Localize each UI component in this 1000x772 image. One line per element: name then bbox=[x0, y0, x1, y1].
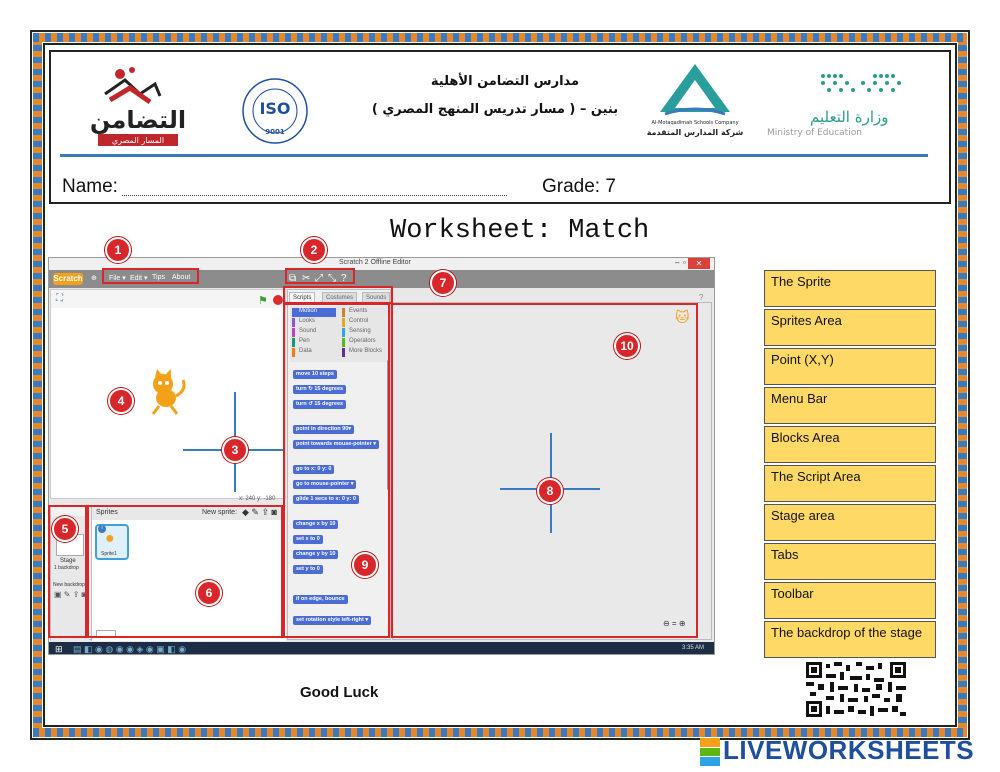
menu-about: About bbox=[172, 274, 191, 281]
badge-8: 8 bbox=[537, 478, 563, 504]
highlight-menu-bar bbox=[102, 268, 199, 284]
block: go to x: 0 y: 0 bbox=[293, 465, 334, 474]
tadamon-word: التضامن bbox=[89, 106, 187, 134]
block: point towards mouse-pointer ▾ bbox=[293, 440, 379, 449]
grade-label: Grade: 7 bbox=[542, 176, 616, 197]
menu-edit: Edit ▾ bbox=[130, 275, 148, 282]
zoom-controls-icon: ⊖ = ⊕ bbox=[663, 619, 686, 628]
highlight-sprites-area bbox=[87, 505, 283, 638]
good-luck-text: Good Luck bbox=[300, 684, 379, 701]
shrink-icon: ⤡ bbox=[328, 273, 336, 284]
liveworksheets-logo-icon bbox=[700, 738, 720, 766]
school-track: ( مسار تدريس المنهج المصري ) – بنين bbox=[371, 102, 619, 117]
match-item-stage-area[interactable]: Stage area bbox=[764, 504, 936, 541]
block: set rotation style left-right ▾ bbox=[293, 616, 371, 625]
new-backdrop-label: New backdrop: bbox=[53, 582, 87, 588]
highlight-script-area bbox=[391, 303, 698, 638]
match-item-tabs[interactable]: Tabs bbox=[764, 543, 936, 580]
category-events: Events bbox=[342, 308, 367, 317]
highlight-blocks-area bbox=[283, 303, 390, 638]
windows-taskbar bbox=[49, 642, 714, 655]
category-sensing: Sensing bbox=[342, 328, 371, 337]
sprite-corner-icon: 🐱︎ bbox=[675, 309, 690, 325]
block: turn ↺ 15 degrees bbox=[293, 400, 346, 409]
block: change y by 10 bbox=[293, 550, 338, 559]
taskbar-apps-icon: ▤ ◧ ◉ ◍ ◉ ◉ ◈ ◉ ▣ ◧ ◉ bbox=[73, 644, 187, 654]
coordinates-readout: x: 240 y: -180 bbox=[239, 496, 276, 502]
match-item-sprites-area[interactable]: Sprites Area bbox=[764, 309, 936, 346]
cat-thumb-icon: ● bbox=[105, 530, 115, 547]
category-motion: Motion bbox=[292, 308, 336, 317]
minimize-icon: – bbox=[675, 258, 680, 267]
green-flag-icon: ⚑ bbox=[258, 295, 268, 307]
iso-logo bbox=[240, 76, 310, 146]
match-item-blocks-area[interactable]: Blocks Area bbox=[764, 426, 936, 463]
category-looks: Looks bbox=[292, 318, 315, 327]
cat-sprite bbox=[141, 368, 191, 418]
block: point in direction 90▾ bbox=[293, 425, 354, 434]
company-ar: شركة المدارس المتقدمة bbox=[646, 128, 744, 137]
taskbar-clock: 3:35 AM bbox=[681, 645, 704, 651]
company-en: Al-Motaqadimah Schools Company bbox=[651, 120, 739, 126]
badge-9: 9 bbox=[352, 552, 378, 578]
stage-toolbar bbox=[51, 290, 285, 308]
maximize-icon: ▫ bbox=[683, 258, 686, 267]
block: glide 1 secs to x: 0 y: 0 bbox=[293, 495, 359, 504]
menu-tips: Tips bbox=[152, 274, 165, 281]
new-sprite-label: New sprite: bbox=[202, 509, 238, 516]
badge-1: 1 bbox=[105, 237, 131, 263]
help-icon: ? bbox=[341, 273, 347, 284]
stage-backdrop-count: 1 backdrop bbox=[54, 565, 79, 571]
header-rule bbox=[60, 154, 928, 157]
block: change x by 10 bbox=[293, 520, 338, 529]
badge-2: 2 bbox=[301, 237, 327, 263]
match-item-menu-bar[interactable]: Menu Bar bbox=[764, 387, 936, 424]
badge-4: 4 bbox=[108, 388, 134, 414]
sprite1-name: Sprite1 bbox=[101, 551, 117, 557]
qr-code bbox=[806, 662, 906, 717]
grow-icon: ⤢ bbox=[315, 273, 323, 284]
worksheet-title: Worksheet: Match bbox=[390, 216, 650, 246]
new-sprite-tools-icon: ◆ ✎ ⇪ ◙ bbox=[242, 507, 277, 517]
badge-7: 7 bbox=[430, 270, 456, 296]
moe-ar: وزارة التعليم bbox=[810, 108, 889, 126]
block: set x to 0 bbox=[293, 535, 323, 544]
liveworksheets-brand: LIVEWORKSHEETS bbox=[723, 735, 975, 765]
badge-10: 10 bbox=[614, 333, 640, 359]
company-logo bbox=[640, 62, 750, 147]
scratch-logo: Scratch bbox=[53, 274, 83, 283]
tab-scripts: Scripts bbox=[289, 292, 315, 304]
school-name: مدارس التضامن الأهلية bbox=[430, 74, 580, 89]
name-field[interactable] bbox=[122, 195, 507, 196]
badge-5: 5 bbox=[52, 516, 78, 542]
category-data: Data bbox=[292, 348, 312, 357]
tadamon-sub: المسار المصري bbox=[111, 136, 165, 145]
highlight-tabs bbox=[283, 286, 393, 304]
category-pen: Pen bbox=[292, 338, 310, 347]
category-sound: Sound bbox=[292, 328, 316, 337]
block: move 10 steps bbox=[293, 370, 337, 379]
windows-start-icon: ⊞ bbox=[55, 644, 63, 654]
block: set y to 0 bbox=[293, 565, 323, 574]
close-icon: ✕ bbox=[688, 258, 710, 269]
help-icon: ? bbox=[699, 293, 704, 302]
sprites-label: Sprites bbox=[96, 509, 118, 516]
moe-en: Ministry of Education bbox=[767, 128, 862, 138]
window-title: Scratch 2 Offline Editor bbox=[339, 259, 411, 266]
stage-label: Stage bbox=[60, 558, 76, 564]
backdrop-tools-icon: ▣ ✎ ⇪ ◙ bbox=[54, 590, 87, 599]
iso-text: ISO bbox=[259, 99, 291, 118]
iso-number: 9001 bbox=[265, 128, 285, 136]
info-icon: i bbox=[98, 525, 106, 533]
stage-area bbox=[50, 289, 286, 499]
badge-3: 3 bbox=[222, 437, 248, 463]
moe-logo bbox=[765, 70, 915, 140]
block: go to mouse-pointer ▾ bbox=[293, 480, 356, 489]
category-operators: Operators bbox=[342, 338, 376, 347]
category-control: Control bbox=[342, 318, 368, 327]
block: turn ↻ 15 degrees bbox=[293, 385, 346, 394]
duplicate-icon: ⧉ bbox=[289, 273, 297, 284]
match-item-the-sprite[interactable]: The Sprite bbox=[764, 270, 936, 307]
match-item-script-area[interactable]: The Script Area bbox=[764, 465, 936, 502]
highlight-toolbar bbox=[285, 268, 355, 284]
match-item-toolbar[interactable]: Toolbar bbox=[764, 582, 936, 619]
match-item-backdrop[interactable]: The backdrop of the stage bbox=[764, 621, 936, 658]
block: if on edge, bounce bbox=[293, 595, 348, 604]
menu-file: File ▾ bbox=[109, 275, 126, 282]
category-more-blocks: More Blocks bbox=[342, 348, 382, 357]
stop-icon bbox=[273, 295, 283, 305]
name-label: Name: bbox=[62, 176, 118, 197]
match-item-point-xy[interactable]: Point (X,Y) bbox=[764, 348, 936, 385]
tab-sounds: Sounds bbox=[362, 292, 390, 304]
badge-6: 6 bbox=[196, 580, 222, 606]
fullscreen-icon: ⛶ bbox=[56, 293, 63, 304]
tadamon-logo bbox=[80, 66, 200, 151]
delete-icon: ✂ bbox=[302, 273, 311, 284]
globe-icon: ⊕ bbox=[91, 275, 97, 282]
tab-costumes: Costumes bbox=[322, 292, 357, 304]
